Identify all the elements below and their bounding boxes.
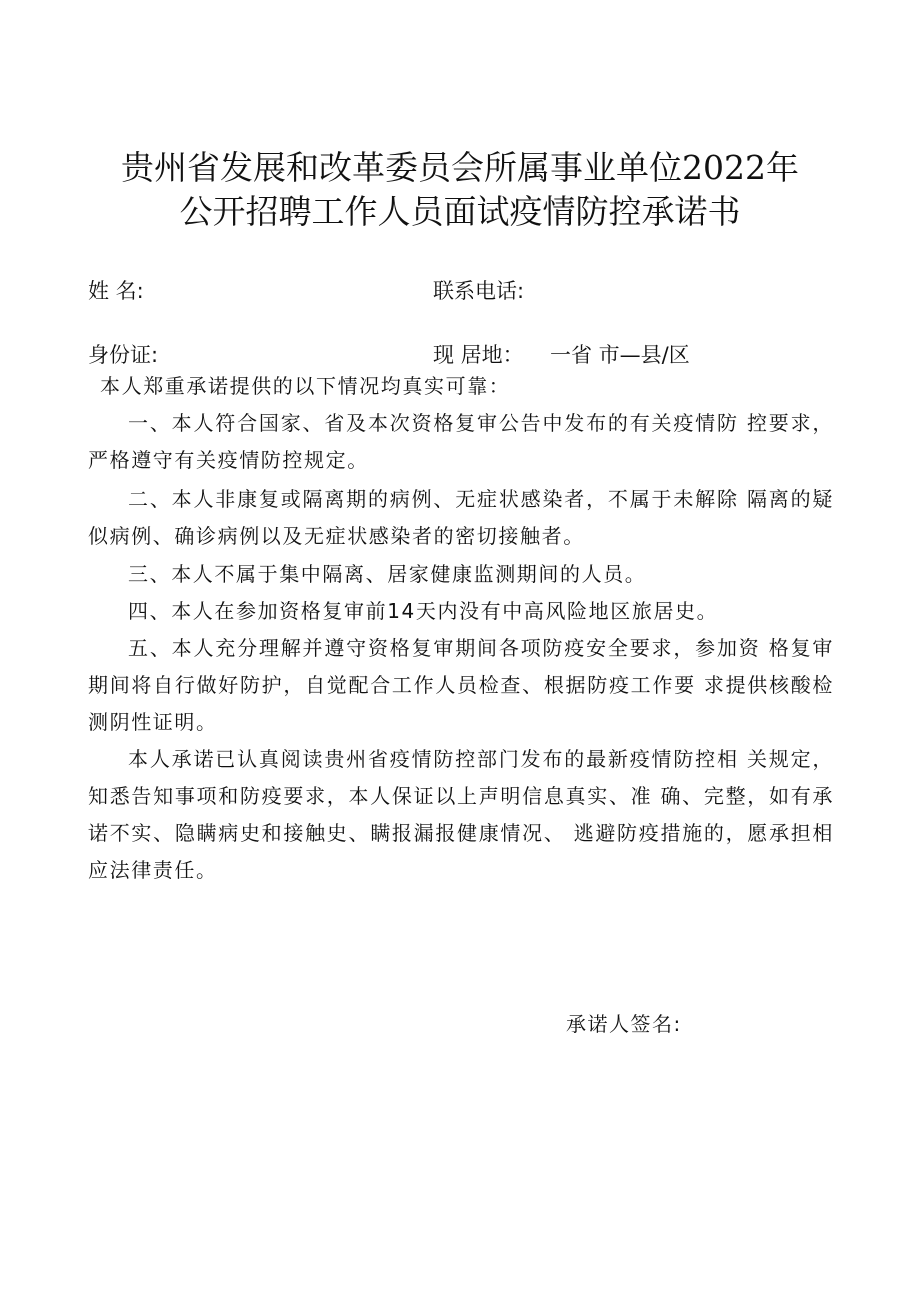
residence-value: 一省 市—县/区: [550, 343, 690, 367]
commitment-closing: 本人承诺已认真阅读贵州省疫情防控部门发布的最新疫情防控相 关规定，知悉告知事项和防疫要求，本人保证以上声明信息真实、准 确、完整，如有承诺不实、隐瞒病史和接触史、瞒报漏报健康情况、 逃避防疫措施的，愿承担相应法律责任。: [88, 747, 834, 882]
name-label: 姓 名:: [88, 279, 144, 303]
residence-label: 现 居地：: [433, 343, 524, 367]
phone-label: 联系电话:: [433, 279, 525, 303]
commitment-item-1: 一、本人符合国家、省及本次资格复审公告中发布的有关疫情防 控要求，严格遵守有关疫情防控规定。: [88, 411, 834, 472]
document-title-line-1: 贵州省发展和改革委员会所属事业单位2022年: [121, 148, 799, 187]
id-card-label: 身份证:: [88, 343, 159, 367]
commitment-item-5: 五、本人充分理解并遵守资格复审期间各项防疫安全要求，参加资 格复审期间将自行做好防护，自觉配合工作人员检查、根据防疫工作要 求提供核酸检测阴性证明。: [88, 636, 834, 734]
signature-label: 承诺人签名:: [566, 1012, 682, 1036]
commitment-item-2: 二、本人非康复或隔离期的病例、无症状感染者，不属于未解除 隔离的疑似病例、确诊病例以及无症状感染者的密切接触者。: [88, 487, 834, 548]
commitment-item-3: 三、本人不属于集中隔离、居家健康监测期间的人员。: [128, 562, 647, 586]
commitment-intro: 本人郑重承诺提供的以下情况均真实可靠：: [100, 374, 511, 398]
document-title-line-2: 公开招聘工作人员面试疫情防控承诺书: [179, 192, 741, 231]
commitment-item-4: 四、本人在参加资格复审前14天内没有中高风险地区旅居史。: [128, 599, 719, 623]
